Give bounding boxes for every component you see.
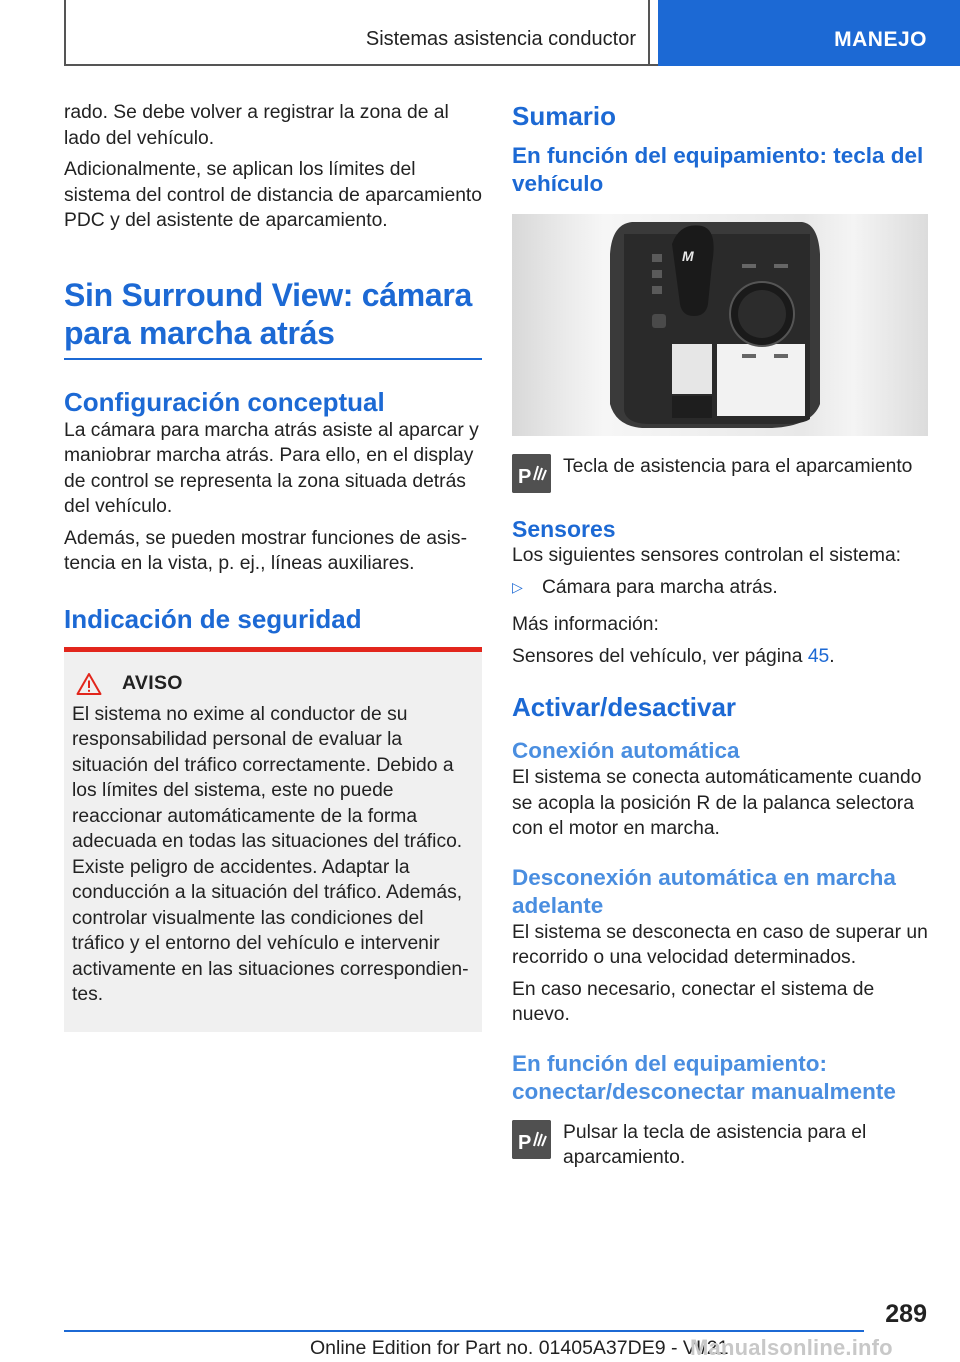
svg-text:P: P	[518, 1131, 532, 1154]
button-caption-row	[512, 454, 928, 493]
heading-activate: Activar/desactivar	[512, 692, 737, 722]
heading-auto-on: Conexión automática	[512, 738, 740, 763]
auto-off-paragraph-1: El sistema se desconecta en caso de superar un recorrido o una velocidad determinados.	[512, 921, 928, 968]
manual-instruction-row	[512, 1120, 928, 1177]
warning-box	[64, 647, 482, 1032]
sensor-item: Cámara para marcha atrás.	[542, 576, 778, 598]
footer-rule	[64, 1330, 864, 1332]
auto-on-paragraph: El sistema se conecta automáticamente cuando se acopla la posición R de la palanca selectora con el motor en marcha.	[512, 767, 922, 839]
bullet-triangle-icon: ▷	[512, 578, 523, 595]
svg-text:P: P	[518, 466, 532, 488]
manual-instruction: Pulsar la tecla de asistencia para el aparcamiento.	[563, 1121, 867, 1168]
console-illustration	[512, 214, 928, 436]
heading-auto-off: Desconexión automática en marcha adelante	[512, 864, 896, 918]
intro-paragraph-1: rado. Se debe volver a registrar la zona de al lado del vehículo.	[64, 102, 449, 149]
watermark-logo: Manualsonline.info	[690, 1335, 893, 1360]
button-caption: Tecla de asistencia para el aparcamiento	[563, 456, 913, 477]
parking-assist-button-icon	[512, 454, 551, 493]
header-section-box	[64, 0, 650, 66]
warning-text: El sistema no exime al conductor de su responsabilidad personal de evaluar la situación del tráfico correctamente. Debido a los límites del sistema, este no puede reaccionar automáticamente de la forma adecuada en todas las situaciones del tráfico. Existe peligro de accidentes. Adaptar la conducción a la situación del tráfico. Además, controlar visualmente las condiciones del tráfico y el entorno del vehículo e intervenir activamente en las situaciones correspondientes.	[72, 703, 469, 1005]
chapter-heading: Sin Surround View: cámara para marcha atrás	[64, 276, 473, 351]
page-link[interactable]: 45	[807, 645, 830, 667]
warning-triangle-icon	[76, 672, 102, 696]
concept-paragraph-1: La cámara para marcha atrás asiste al aparcar y maniobrar marcha atrás. Para ello, en el display de control se representa la zona situada detrás del vehículo.	[64, 419, 479, 517]
heading-manual: En función del equipamiento: conectar/desconectar manualmente	[512, 1050, 896, 1104]
heading-concept: Configuración conceptual	[64, 386, 385, 417]
warning-title: AVISO	[122, 672, 183, 694]
parking-assist-button-icon	[512, 1120, 551, 1159]
intro-paragraph-2: Adicionalmente, se aplican los límites del sistema del control de distancia de aparcamiento PDC y del asistente de aparcamiento.	[64, 159, 482, 231]
list-item	[512, 575, 928, 607]
center-console-photo	[512, 214, 928, 436]
heading-safety: Indicación de seguridad	[64, 603, 362, 634]
section-title: Sistemas asistencia conductor	[365, 28, 636, 50]
auto-off-paragraph-2: En caso necesario, conectar el sistema de nuevo.	[512, 978, 875, 1025]
heading-equipment-button: En función del equipamiento: tecla del vehículo	[512, 143, 924, 196]
page-number: 289	[885, 1300, 927, 1328]
right-column	[512, 100, 928, 1177]
console-logo-text: M	[682, 248, 694, 264]
edition-note: Online Edition for Part no. 01405A37DE9 - VI/21	[310, 1337, 729, 1359]
sensors-paragraph: Los siguientes sensores controlan el sistema:	[512, 545, 902, 566]
page-reference: Sensores del vehículo, ver página 45.	[512, 645, 835, 667]
chapter-tab[interactable]	[658, 0, 960, 66]
concept-paragraph-2: Además, se pueden mostrar funciones de asistencia en la vista, p. ej., líneas auxiliares.	[64, 527, 467, 574]
heading-summary: Sumario	[512, 101, 617, 131]
more-info-label: Más información:	[512, 614, 659, 635]
heading-sensors: Sensores	[512, 516, 616, 542]
left-column	[64, 100, 482, 1032]
chapter-tab-label: MANEJO	[834, 28, 927, 51]
